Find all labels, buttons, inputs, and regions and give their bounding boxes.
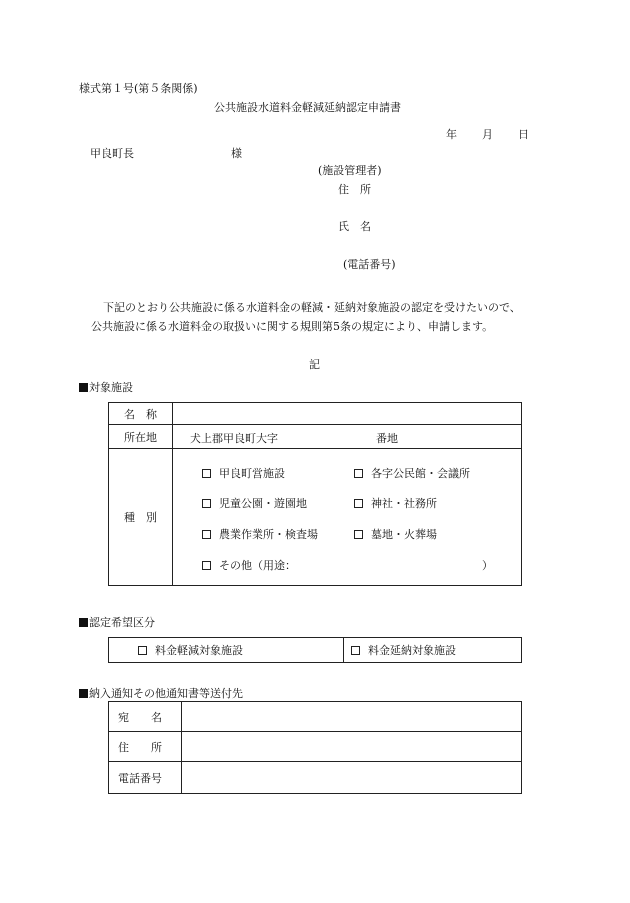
option-label: 各字公民館・会議所 [371,467,470,480]
option-town-facility[interactable] [202,465,285,481]
option-label: 児童公園・遊園地 [219,497,307,510]
option-label: 神社・社務所 [371,497,437,510]
checkbox-icon[interactable] [354,530,363,539]
facility-section-title: 対象施設 [89,381,133,394]
facility-type-label: 種 別 [124,511,157,524]
certification-section-title: 認定希望区分 [89,616,155,629]
square-bullet-icon [79,618,88,627]
checkbox-icon[interactable] [354,499,363,508]
ki-heading: 記 [309,358,320,371]
checkbox-icon[interactable] [202,530,211,539]
date-year-label: 年 [446,128,457,141]
body-line-2: 公共施設に係る水道料金の取扱いに関する規則第5条の規定により、申請します。 [91,320,494,333]
option-shrine[interactable] [354,495,437,511]
delivery-address-label-cell [109,732,182,762]
facility-location-field[interactable] [173,425,522,449]
facility-type-label-cell [109,449,173,586]
option-label: 墓地・火葬場 [371,528,437,541]
delivery-address-field[interactable] [182,732,522,762]
location-prefix: 犬上郡甲良町大字 [190,432,278,445]
delivery-addressee-label-cell [109,702,182,732]
option-cemetery[interactable] [354,526,437,542]
location-suffix: 番地 [376,432,398,445]
delivery-addressee-field[interactable] [182,702,522,732]
addressee: 甲良町長 [90,147,134,160]
document-title: 公共施設水道料金軽減延納認定申請書 [214,101,401,114]
square-bullet-icon [79,689,88,698]
checkbox-icon[interactable] [351,646,360,655]
delivery-phone-label: 電話番号 [118,771,162,785]
body-line-1: 下記のとおり公共施設に係る水道料金の軽減・延納対象施設の認定を受けたいので、 [103,301,521,314]
facility-location-label-cell [109,425,173,449]
facility-name-label-cell [109,403,173,425]
facility-type-options [173,449,522,586]
checkbox-icon[interactable] [354,469,363,478]
applicant-address-label: 住 所 [338,183,371,196]
delivery-phone-label-cell [109,762,182,794]
date-month-label: 月 [482,128,493,141]
applicant-phone-label: (電話番号) [343,258,396,271]
certification-section-heading [79,614,155,630]
delivery-addressee-label: 宛 名 [118,710,162,724]
delivery-address-label: 住 所 [118,740,162,754]
option-farm-workshop[interactable] [202,526,318,542]
applicant-name-label: 氏 名 [338,220,371,233]
certification-option-1-label: 料金軽減対象施設 [155,644,243,657]
option-label: 農業作業所・検査場 [219,528,318,541]
checkbox-icon[interactable] [138,646,147,655]
delivery-table [108,701,522,794]
form-number: 様式第１号(第５条関係) [79,82,198,95]
square-bullet-icon [79,383,88,392]
delivery-phone-field[interactable] [182,762,522,794]
facility-section-heading [79,379,133,395]
delivery-section-heading [79,685,243,701]
option-label: 甲良町営施設 [219,467,285,480]
honorific: 様 [231,147,242,160]
option-other[interactable] [202,557,296,573]
facility-name-label: 名 称 [124,407,157,421]
checkbox-icon[interactable] [202,499,211,508]
option-label: その他（用途： [219,559,296,572]
date-day-label: 日 [518,128,529,141]
checkbox-icon[interactable] [202,469,211,478]
option-other-close-paren: ） [482,559,493,572]
certification-table [108,637,522,663]
certification-option-2-label: 料金延納対象施設 [368,644,456,657]
facility-location-label: 所在地 [124,430,157,444]
certification-option-deferral[interactable] [344,638,522,663]
option-community-hall[interactable] [354,465,470,481]
facility-name-field[interactable] [173,403,522,425]
certification-option-reduction[interactable] [109,638,344,663]
applicant-role: (施設管理者) [318,164,382,177]
option-park[interactable] [202,495,307,511]
checkbox-icon[interactable] [202,561,211,570]
facility-table [108,402,522,586]
delivery-section-title: 納入通知その他通知書等送付先 [89,687,243,700]
